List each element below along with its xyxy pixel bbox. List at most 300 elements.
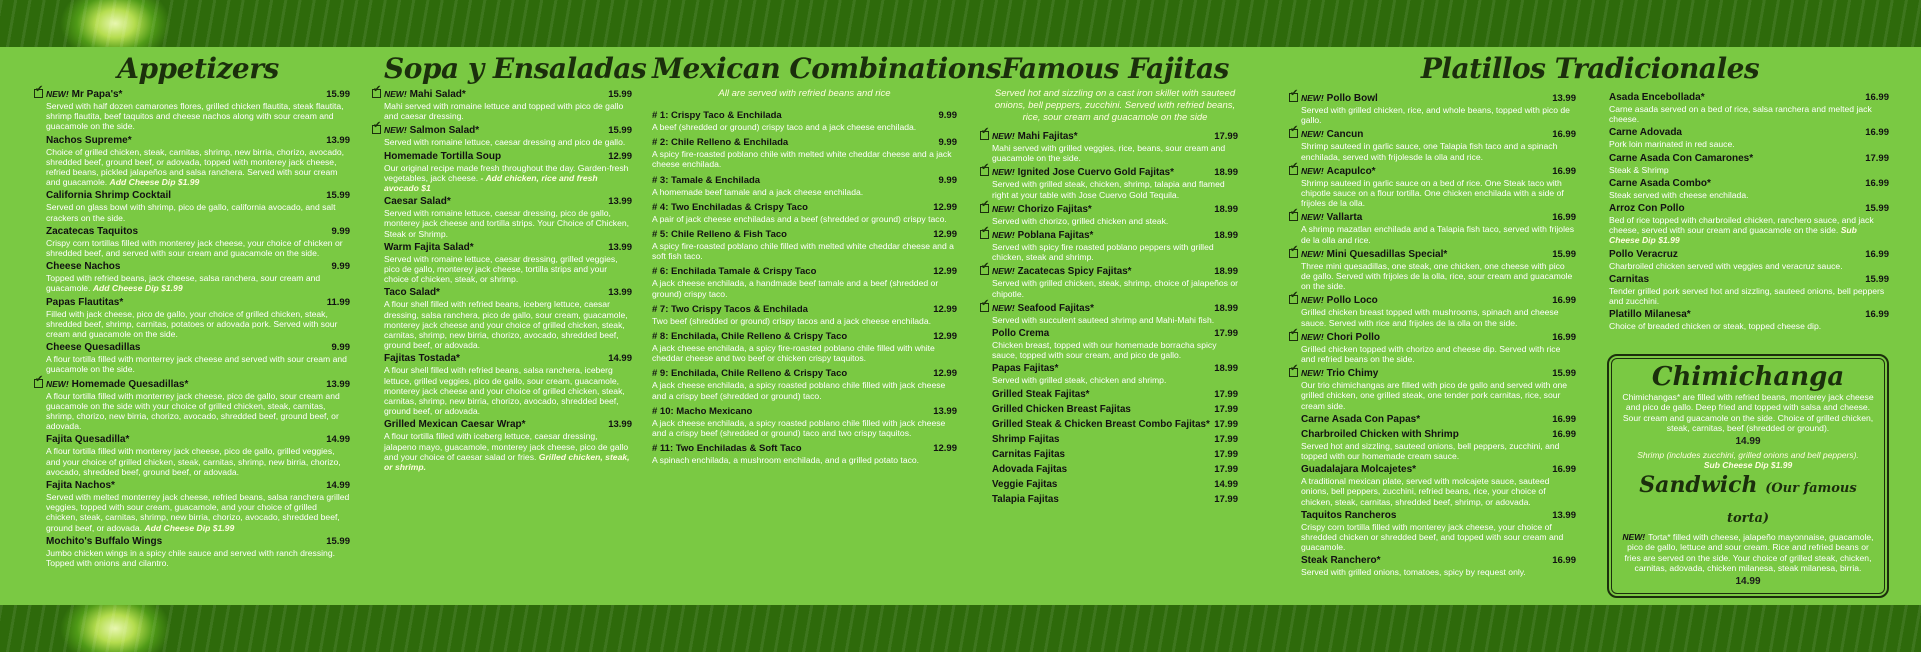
menu-item-price: 15.99 [608, 125, 632, 137]
new-tag: NEW! [1301, 93, 1324, 103]
menu-item-description [652, 418, 957, 438]
menu-item-row [652, 229, 957, 241]
menu-item-description-text: Shrimp sauteed in garlic sauce on a bed of rice. One Steak taco with chipotle sauce on a flour tortilla. One chicken enchilada with a side of frijoles de la olla. [1301, 177, 1564, 209]
menu-item-price: 14.99 [1214, 478, 1238, 490]
menu-item-description [1301, 178, 1576, 209]
menu-item-name [1301, 128, 1363, 141]
new-tag: NEW! [384, 89, 407, 99]
menu-item-name [992, 419, 1210, 431]
menu-item-name-text: # 8: Enchilada, Chile Relleno & Crispy Taco [652, 331, 848, 343]
menu-item-name [46, 480, 115, 492]
sandwich-price: 14.99 [1735, 576, 1761, 588]
menu-item-price: 15.99 [1552, 368, 1576, 380]
menu-item-name-text: Taquitos Rancheros [1301, 509, 1397, 521]
menu-item [46, 378, 350, 432]
lime-photo-banner-bottom [0, 605, 1921, 652]
menu-item-name [652, 406, 752, 418]
fajitas-list [992, 130, 1238, 506]
menu-item-row [1301, 211, 1576, 224]
combos-heading: Mexican Combinations [652, 52, 1002, 85]
menu-item-price: 12.99 [933, 368, 957, 380]
checkbox-icon [1289, 295, 1298, 304]
menu-item-row [384, 196, 632, 208]
menu-item-name [992, 265, 1132, 278]
menu-item-name-text: # 6: Enchilada Tamale & Crispy Taco [652, 266, 817, 278]
menu-item [652, 406, 957, 438]
new-tag: NEW! [1301, 368, 1324, 379]
menu-item-row [1609, 178, 1889, 190]
menu-item-price: 16.99 [1865, 309, 1889, 321]
menu-item-description-text: Choice of grilled chicken, steak, carnitas, shrimp, new birria, chorizo, avocado, shredded beef, ground beef, or adovada, topped with monterey jack cheese, refried beans, pickled jalapeños and salsa ranchera. Served with sour cream and guacamole. [46, 146, 345, 188]
menu-item [1301, 211, 1576, 244]
menu-item-name-text: Mr Papa's* [71, 89, 123, 100]
menu-item-description [992, 315, 1238, 325]
menu-item-row [1301, 510, 1576, 522]
checkbox-icon [34, 379, 43, 388]
menu-item-description [1301, 476, 1576, 507]
menu-item-description [46, 354, 350, 374]
menu-item-price: 15.99 [326, 535, 350, 547]
menu-item [46, 480, 350, 533]
menu-item [1301, 367, 1576, 411]
checkbox-icon [1289, 129, 1298, 138]
new-tag: NEW! [1301, 212, 1324, 223]
menu-item-name [652, 202, 808, 214]
menu-item-row [992, 203, 1238, 216]
menu-item [1609, 249, 1889, 271]
menu-item-name [1301, 510, 1396, 522]
appetizers-section [46, 52, 350, 604]
menu-item-description [1301, 261, 1576, 292]
menu-item-description-text: Pork loin marinated in red sauce. [1609, 139, 1735, 150]
new-tag: NEW! [384, 125, 407, 136]
menu-item-name-text: Carne Asada Con Papas* [1301, 413, 1421, 425]
menu-item-description-text: Served with romaine lettuce, caesar dressing, pico de gallo, monterey jack cheese and tortilla strips. Your Choice of Chicken, Steak or Shrimp. [384, 208, 630, 239]
menu-item [652, 110, 957, 132]
menu-item-description-text: Three mini quesadillas, one steak, one chicken, one cheese with pico de gallo. Served with frijoles de la olla, rice, sour cream and guacamole on the side. [1301, 260, 1573, 292]
menu-item [992, 363, 1238, 385]
menu-item-price: 17.99 [1214, 388, 1238, 400]
menu-item-name [1301, 92, 1378, 105]
menu-item-description [46, 391, 350, 432]
menu-item-row [384, 124, 632, 137]
menu-item-row [1301, 165, 1576, 178]
menu-item [652, 229, 957, 261]
menu-item-row [992, 434, 1238, 446]
menu-item-price: 13.99 [326, 378, 350, 390]
menu-item [46, 190, 350, 222]
menu-item-row [652, 175, 957, 187]
menu-item-price: 16.99 [1865, 248, 1889, 260]
menu-item-row [1301, 555, 1576, 567]
menu-item-description [1301, 224, 1576, 244]
menu-item-description-text: Mahi served with grilled veggies, rice, beans, sour cream and guacamole on the side. [992, 143, 1226, 164]
menu-item [384, 124, 632, 147]
menu-item-price: 13.99 [326, 134, 350, 146]
menu-item-price: 18.99 [1214, 203, 1238, 215]
menu-item-description-text: Served with spicy fire roasted poblano peppers with grilled chicken, steak and shrimp. [992, 242, 1214, 263]
menu-item-row [992, 494, 1238, 506]
menu-item-description [46, 238, 350, 258]
menu-item [46, 434, 350, 477]
checkbox-icon [34, 89, 43, 98]
menu-item-name [992, 434, 1060, 446]
menu-item-description-text: Served with grilled steak, chicken and shrimp. [992, 375, 1167, 386]
new-tag: NEW! [992, 266, 1015, 277]
menu-item-price: 15.99 [1865, 203, 1889, 215]
menu-item-row [992, 328, 1238, 340]
menu-item-price: 9.99 [938, 110, 957, 121]
menu-item-price: 16.99 [1552, 165, 1576, 177]
menu-item-description-text: Tender grilled pork served hot and sizzling, sauteed onions, bell peppers and zucchini. [1609, 285, 1885, 307]
menu-item-description-text: Served on glass bowl with shrimp, pico de gallo, california avocado, and salt crackers on the side. [46, 202, 336, 223]
menu-item [652, 443, 957, 465]
menu-item-name-text: Homemade Tortilla Soup [384, 150, 502, 162]
fajitas-heading: Famous Fajitas [1001, 52, 1229, 85]
new-tag: NEW! [992, 167, 1015, 178]
chimichanga-description: Chimichangas* are filled with refried beans, monterey jack cheese and pico de gallo. Deep fried and topped with salsa and cheese. Sour cream and guacamole on the side. Choice of grilled chicken, steak, carnitas, beef (shredded or ground). [1622, 392, 1874, 433]
checkbox-icon [980, 230, 989, 239]
menu-item [384, 151, 632, 194]
menu-item-row [992, 479, 1238, 491]
menu-item [652, 368, 957, 400]
menu-item-row [46, 135, 350, 147]
new-tag: NEW! [46, 378, 69, 389]
menu-item-price: 18.99 [1214, 302, 1238, 314]
menu-item [652, 175, 957, 197]
menu-item-name-text: Papas Flautitas* [46, 296, 124, 308]
menu-item-description-text: Served with romaine lettuce, caesar dressing and pico de gallo. [384, 137, 626, 148]
menu-item-name [384, 353, 460, 365]
menu-item-name-text: Fajita Nachos* [46, 480, 115, 492]
menu-item-row [652, 368, 957, 380]
menu-item-name-text: # 5: Chile Relleno & Fish Taco [652, 229, 787, 241]
checkbox-icon [1289, 332, 1298, 341]
new-tag: NEW! [1301, 248, 1324, 259]
menu-item-description [1609, 261, 1889, 271]
menu-item-name [1609, 178, 1711, 190]
menu-item-description-text: Shrimp sauteed in garlic sauce, one Talapia fish taco and a spinach enchilada, served with frijolesde la olla and rice. [1301, 141, 1558, 162]
menu-item-row [992, 302, 1238, 315]
checkbox-icon [1289, 249, 1298, 258]
menu-item [1609, 309, 1889, 331]
menu-item-name [1301, 555, 1380, 567]
menu-item-name-text: Mahi Salad* [409, 89, 466, 100]
menu-item-name-text: # 4: Two Enchiladas & Crispy Taco [652, 201, 808, 213]
menu-item-row [1301, 248, 1576, 261]
menu-item-name-text: Cheese Nachos [46, 261, 121, 273]
chimichanga-price: 14.99 [1735, 436, 1761, 448]
menu-item-price: 13.99 [1552, 93, 1576, 104]
menu-item [1301, 92, 1576, 125]
menu-item-description-text: A flour tortilla filled with monterey jack cheese, pico de gallo, grilled veggies, and your choice of grilled chicken, steak, carnitas, shrimp, new birria, chorizo, avocado, shredded beef, ground beef, or adovada. [46, 446, 341, 477]
menu-item-row [46, 297, 350, 309]
menu-item-description [46, 309, 350, 340]
menu-item-row [652, 137, 957, 149]
menu-item-description-text: Crispy corn tortillas filled with monterey jack cheese, your choice of chicken or shredded beef, and served with sour cream and guacamole on the side. [46, 237, 343, 259]
menu-item-name [46, 536, 162, 548]
menu-item-row [992, 265, 1238, 278]
menu-item-row [1301, 128, 1576, 141]
menu-item-description-text: Served with grilled onions, tomatoes, spicy by request only. [1301, 567, 1526, 578]
menu-item-name [652, 137, 788, 149]
menu-item [992, 166, 1238, 199]
menu-item [1301, 510, 1576, 553]
menu-item-description [384, 137, 632, 147]
menu-item-description-text: Choice of breaded chicken or steak, topped cheese dip. [1609, 321, 1822, 332]
menu-item-row [1301, 92, 1576, 105]
menu-item-name [1301, 464, 1416, 476]
menu-item-row [1609, 309, 1889, 321]
menu-item-row [652, 266, 957, 278]
menu-item-name [384, 124, 479, 137]
menu-item-name-text: Carnitas [1609, 273, 1650, 285]
menu-item-price: 16.99 [1552, 129, 1576, 141]
menu-item-description-text: Steak served with cheese enchilada. [1609, 189, 1749, 200]
menu-item-price: 15.99 [1552, 248, 1576, 260]
menu-item-name-text: Caesar Salad* [384, 196, 451, 208]
menu-item-name-text: Chori Pollo [1326, 331, 1381, 343]
menu-item-description-text: Mahi served with romaine lettuce and topped with pico de gallo and caesar dressing. [384, 101, 624, 122]
menu-item-price: 13.99 [608, 419, 632, 431]
menu-item-description-text: Served with grilled steak, chicken, shrimp, talapia and flamed right at your table with Jose Cuervo Gold Tequila. [992, 179, 1225, 200]
menu-item-description-text: Carne asada served on a bed of rice, salsa ranchera and melted jack cheese. [1609, 104, 1872, 125]
menu-item-name [1301, 211, 1362, 224]
menu-item-name-text: Cheese Quesadillas [46, 342, 141, 354]
menu-item-name-text: Arroz Con Pollo [1609, 203, 1685, 215]
menu-item-price: 16.99 [1552, 212, 1576, 224]
menu-item-description-text: Grilled chicken breast topped with mushrooms, spinach and cheese sauce. Served with rice and frijoles de la olla on the side. [1301, 307, 1559, 328]
menu-item-price: 17.99 [1214, 403, 1238, 415]
menu-item [1301, 555, 1576, 577]
menu-item-description-text: Topped with refried beans, jack cheese, salsa ranchera, sour cream and guacamole. [46, 273, 321, 294]
menu-item-description [652, 316, 957, 326]
menu-item-description-text: A homemade beef tamale and a jack cheese enchilada. [652, 186, 864, 197]
menu-item-name [652, 229, 787, 241]
menu-item-name-text: # 9: Enchilada, Chile Relleno & Crispy Taco [652, 368, 848, 380]
menu-item-name-text: Veggie Fajitas [992, 478, 1058, 490]
chimichanga-cheese-dip: Sub Cheese Dip $1.99 [1703, 460, 1793, 471]
menu-item-name-text: # 10: Macho Mexicano [652, 405, 753, 417]
menu-item-description [384, 365, 632, 416]
menu-item-price: 14.99 [608, 353, 632, 365]
menu-item-description-text: A traditional mexican plate, served with molcajete sauce, sauteed onions, bell peppers, zucchini, refried beans, rice, your choice of chicken, steak, carnitas, shredded beef, shrimp, or adovada. [1301, 476, 1550, 507]
menu-item-description [384, 431, 632, 472]
menu-item [384, 287, 632, 350]
menu-item-price: 18.99 [1214, 266, 1238, 278]
menu-item-price: 16.99 [1552, 413, 1576, 425]
menu-item-name [652, 304, 808, 316]
menu-item-description [1609, 190, 1889, 200]
menu-item-description [652, 343, 957, 363]
menu-item-name [384, 419, 526, 431]
sandwich-subtitle: (Our famous torta) [1726, 481, 1857, 527]
menu-item-row [384, 242, 632, 254]
sandwich-heading [1619, 472, 1877, 532]
menu-item-price: 17.99 [1214, 493, 1238, 505]
menu-item-description-text: Served with romaine lettuce, caesar dressing, grilled veggies, pico de gallo, monterey jack cheese, tortilla strips and your choice of chicken, steak, or shrimp. [384, 253, 618, 285]
menu-item-description-text: Crispy corn tortilla filled with monterey jack cheese, your choice of shredded chicken or shredded beef, and topped with sour cream and guacamole. [1301, 521, 1564, 553]
menu-item-row [1609, 203, 1889, 215]
menu-item-description-text: A spinach enchilada, a mushroom enchilada, and a grilled potato taco. [652, 455, 920, 466]
menu-item-name-text: Fajitas Tostada* [384, 353, 460, 365]
menu-item-description [992, 216, 1238, 226]
menu-item-price: 16.99 [1865, 177, 1889, 189]
menu-item-description [1609, 215, 1889, 246]
menu-item-description [992, 242, 1238, 262]
menu-item-price: 16.99 [1552, 428, 1576, 440]
menu-item-price: 9.99 [331, 261, 350, 273]
menu-item [992, 265, 1238, 298]
menu-item-name-text: Pollo Crema [992, 328, 1050, 340]
menu-item-name-text: Pollo Bowl [1326, 93, 1378, 104]
menu-item-price: 13.99 [608, 241, 632, 253]
menu-item-name-text: Fajita Quesadilla* [46, 434, 130, 446]
menu-item [1301, 165, 1576, 209]
menu-item-name [1609, 127, 1682, 139]
menu-item-price: 16.99 [1865, 92, 1889, 103]
menu-item-price: 9.99 [938, 174, 957, 186]
menu-item-description-text: A jack cheese enchilada, a handmade beef tamale and a beef (shredded or ground) crispy taco. [652, 278, 939, 299]
menu-item-name-text: Nachos Supreme* [46, 134, 132, 146]
platillos-left-section [1301, 92, 1576, 604]
menu-item-description [46, 147, 350, 188]
menu-item-name [992, 203, 1092, 216]
menu-item-price: 9.99 [938, 137, 957, 149]
menu-item-description [1609, 139, 1889, 149]
menu-item-description-text: Our trio chimichangas are filled with pico de gallo and served with one grilled chicken, one grilled steak, one tender pork carnitas, rice, sour cream side. [1301, 380, 1568, 411]
menu-item-name [46, 297, 123, 309]
menu-item-name-text: Charbroiled Chicken with Shrimp [1301, 428, 1459, 440]
fajitas-section [992, 52, 1238, 604]
menu-item [1609, 274, 1889, 306]
menu-item-row [46, 480, 350, 492]
menu-item-name [992, 464, 1067, 476]
menu-item [992, 389, 1238, 401]
menu-item-description-text: Bed of rice topped with charbroiled chicken, ranchero sauce, and jack cheese, served with sour cream and guacamole on the side. [1609, 215, 1874, 236]
menu-item-extra-note: - Add chicken, rice and fresh avocado $1 [384, 172, 598, 194]
menu-item-description [46, 101, 350, 132]
chimichanga-heading: Chimichanga [1651, 362, 1845, 392]
menu-item [1609, 203, 1889, 246]
menu-item-name [652, 368, 847, 380]
menu-item [46, 226, 350, 258]
menu-item-description-text: Served with chorizo, grilled chicken and steak. [992, 215, 1169, 226]
menu-item [992, 449, 1238, 461]
menu-item-price: 15.99 [326, 190, 350, 202]
menu-item-row [46, 378, 350, 391]
menu-item-price: 12.99 [933, 331, 957, 343]
menu-item-name-text: Vallarta [1326, 212, 1363, 224]
menu-item-name [46, 135, 132, 147]
menu-item-row [46, 536, 350, 548]
menu-item-row [992, 404, 1238, 416]
menu-item-row [652, 406, 957, 418]
menu-item-description [384, 299, 632, 350]
menu-item [1609, 92, 1889, 124]
menu-item-name [992, 389, 1089, 401]
menu-item [384, 88, 632, 121]
menu-item-name-text: Homemade Quesadillas* [71, 378, 189, 390]
menu-item-row [652, 304, 957, 316]
sopa-heading: Sopa y Ensaladas [384, 52, 647, 85]
menu-item-description-text: Steak & Shrimp [1609, 164, 1669, 175]
menu-item-name-text: # 2: Chile Relleno & Enchilada [652, 137, 789, 149]
menu-item [46, 88, 350, 132]
menu-item [1301, 331, 1576, 364]
menu-item-name-text: Trio Chimy [1326, 368, 1379, 380]
menu-item-description-text: A jack cheese enchilada, a spicy roasted poblano chile filled with jack cheese and a crispy beef (shredded or ground) taco and two crispy taquitos. [652, 417, 946, 439]
platillos-heading: Platillos Tradicionales [1420, 52, 1760, 85]
menu-item-price: 15.99 [326, 89, 350, 100]
chimichanga-shrimp-note: Shrimp (includes zucchini, grilled onions and bell peppers). [1637, 450, 1859, 461]
menu-item-row [384, 151, 632, 163]
menu-item-row [992, 130, 1238, 143]
menu-item-name-text: Grilled Steak & Chicken Breast Combo Fajitas* [992, 418, 1210, 430]
menu-item-name [1301, 367, 1378, 380]
menu-item-description [992, 179, 1238, 199]
menu-item [992, 494, 1238, 506]
menu-item-name [992, 494, 1059, 506]
menu-item-description [992, 143, 1238, 163]
checkbox-icon [1289, 93, 1298, 102]
menu-item-description-text: A pair of jack cheese enchiladas and a beef (shredded or ground) crispy taco. [652, 213, 947, 224]
menu-item-description [1301, 441, 1576, 461]
checkbox-icon [980, 131, 989, 140]
menu-item [46, 261, 350, 293]
menu-item-name-text: Zacatecas Spicy Fajitas* [1017, 266, 1132, 278]
menu-item-name [652, 443, 802, 455]
menu-item-price: 12.99 [933, 443, 957, 455]
menu-item-price: 12.99 [608, 150, 632, 162]
menu-item [46, 342, 350, 374]
menu-item-name-text: Pollo Veracruz [1609, 248, 1678, 260]
checkbox-icon [980, 266, 989, 275]
menu-item-description-text: Our original recipe made fresh throughout the day. Garden-fresh vegetables, jack cheese. [384, 162, 629, 183]
menu-item-description-text: A jack cheese enchilada, a spicy fire-roasted poblano chile filled with white cheddar cheese and two beef or chicken crispy taquitos. [652, 343, 935, 364]
menu-item [46, 135, 350, 188]
new-tag: NEW! [1301, 331, 1324, 342]
menu-item-name [384, 242, 474, 254]
menu-item-name-text: Asada Encebollada* [1609, 92, 1705, 103]
menu-item-name [384, 196, 451, 208]
menu-item-description [992, 375, 1238, 385]
menu-item [992, 434, 1238, 446]
menu-item-name-text: Warm Fajita Salad* [384, 241, 474, 253]
menu-item-description [1301, 105, 1576, 125]
menu-item-description [384, 254, 632, 285]
menu-item-price: 12.99 [933, 303, 957, 315]
platillos-right-section [1609, 92, 1889, 350]
checkbox-icon [1289, 368, 1298, 377]
sopa-section [384, 52, 647, 604]
menu-item-price: 12.99 [933, 266, 957, 278]
menu-item-description-text: Served with melted monterrey jack cheese, refried beans, salsa ranchera grilled veggies, topped with sour cream, guacamole, and your choice of grilled chicken, steak, carnitas, shrimp, new birria, chorizo, avocado, shredded beef, ground beef, or adovada. [46, 492, 350, 533]
menu-item-row [1609, 274, 1889, 286]
menu-item-price: 18.99 [1214, 230, 1238, 242]
menu-item-row [384, 287, 632, 299]
sandwich-desc-text: Torta* filled with cheese, jalapeño mayonnaise, guacamole, pico de gallo, lettuce and sour cream. Rice and refried beans or fries are served on the side. Your choice of grilled steak, chicken, carnitas, adovada, chicken milanesa, steak milanesa, birria. [1624, 532, 1874, 574]
sandwich-description [1619, 532, 1877, 573]
menu-item-price: 13.99 [608, 287, 632, 299]
menu-item-name [652, 331, 847, 343]
menu-item-name-text: Grilled Mexican Caesar Wrap* [384, 419, 526, 431]
menu-item-name [1609, 309, 1691, 321]
menu-item-description-text: Served with grilled chicken, steak, shrimp, choice of jalapeños or chipotle. [992, 278, 1238, 299]
menu-item-name-text: Carne Asada Con Camarones* [1609, 152, 1754, 164]
menu-item-name-text: # 1: Crispy Taco & Enchilada [652, 110, 782, 121]
menu-item-name [1609, 274, 1649, 286]
